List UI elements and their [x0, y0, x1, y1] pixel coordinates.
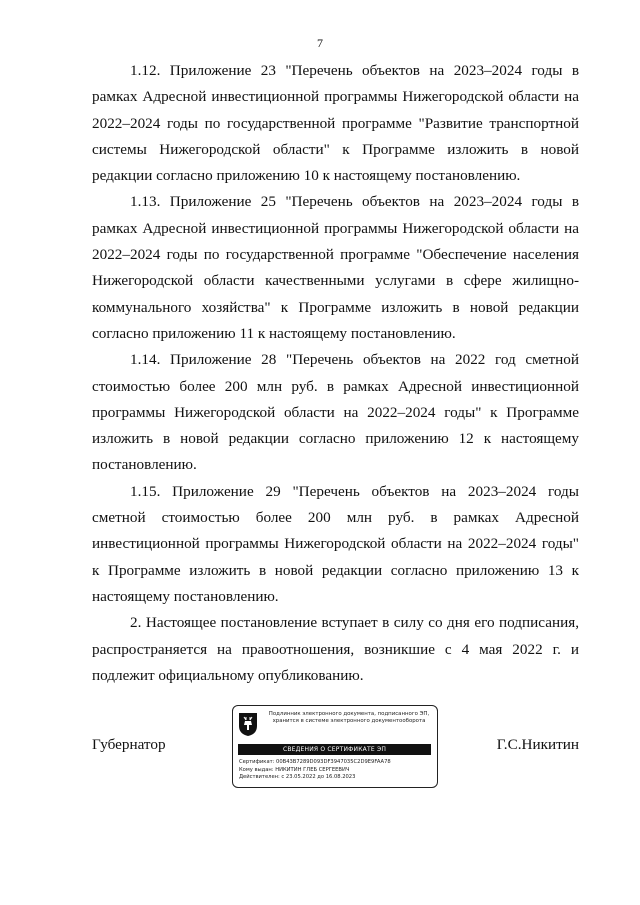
signatory-title: Губернатор: [92, 736, 166, 753]
paragraph-1-13: 1.13. Приложение 25 "Перечень объектов на 2023–2024 годы в рамках Адресной инвестиционной программы Нижегородской области на 2022–2024 годы по государственной программе "Обеспечение населения Нижегородской области качественными услугами в сфере жилищно-коммунального хозяйства" к Программе изложить в новой редакции согласно приложению 11 к настоящему постановлению.: [92, 193, 579, 342]
certificate-number: Сертификат: 00B43B7289D093DF3947035C2D9E9FAA78: [239, 759, 391, 765]
document-body: [92, 58, 579, 689]
paragraph-1-12: 1.12. Приложение 23 "Перечень объектов на 2023–2024 годы в рамках Адресной инвестиционной программы Нижегородской области на 2022–2024 годы по государственной программе "Развитие транспортной системы Нижегородской области" к Программе изложить в новой редакции согласно приложению 10 к настоящему постановлению.: [92, 62, 579, 185]
paragraph-1-15: 1.15. Приложение 29 "Перечень объектов на 2023–2024 годы сметной стоимостью более 200 млн руб. в рамках Адресной инвестиционной программы Нижегородской области на 2022–2024 годы" к Программе изложить в новой редакции согласно приложению 13 к настоящему постановлению.: [92, 482, 579, 605]
page-number: 7: [317, 36, 323, 50]
paragraph-2: 2. Настоящее постановление вступает в силу со дня его подписания, распространяется на правоотношения, возникшие с 4 мая 2022 г. и подлежит официальному опубликованию.: [92, 614, 579, 684]
paragraph-1-14: 1.14. Приложение 28 "Перечень объектов на 2022 год сметной стоимостью более 200 млн руб. в рамках Адресной инвестиционной программы Нижегородской области на 2022–2024 годы" к Программе изложить в новой редакции согласно приложению 12 к настоящему постановлению.: [92, 351, 579, 474]
electronic-signature-stamp: [232, 705, 438, 788]
stamp-header: [263, 711, 435, 724]
certificate-validity: Действителен: с 23.05.2022 до 16.08.2023: [239, 774, 356, 781]
certificate-details: [239, 759, 433, 782]
certificate-info-bar: СВЕДЕНИЯ О СЕРТИФИКАТЕ ЭП: [238, 744, 431, 755]
stamp-header-line-1: Подлинник электронного документа, подписанного ЭП,: [268, 711, 430, 717]
certificate-owner: Кому выдан: НИКИТИН ГЛЕБ СЕРГЕЕВИЧ: [239, 766, 350, 773]
deer-coat-of-arms-icon: [238, 712, 258, 737]
signatory-name: Г.С.Никитин: [496, 736, 579, 753]
stamp-header-line-2: хранится в системе электронного документооборота: [272, 717, 426, 724]
